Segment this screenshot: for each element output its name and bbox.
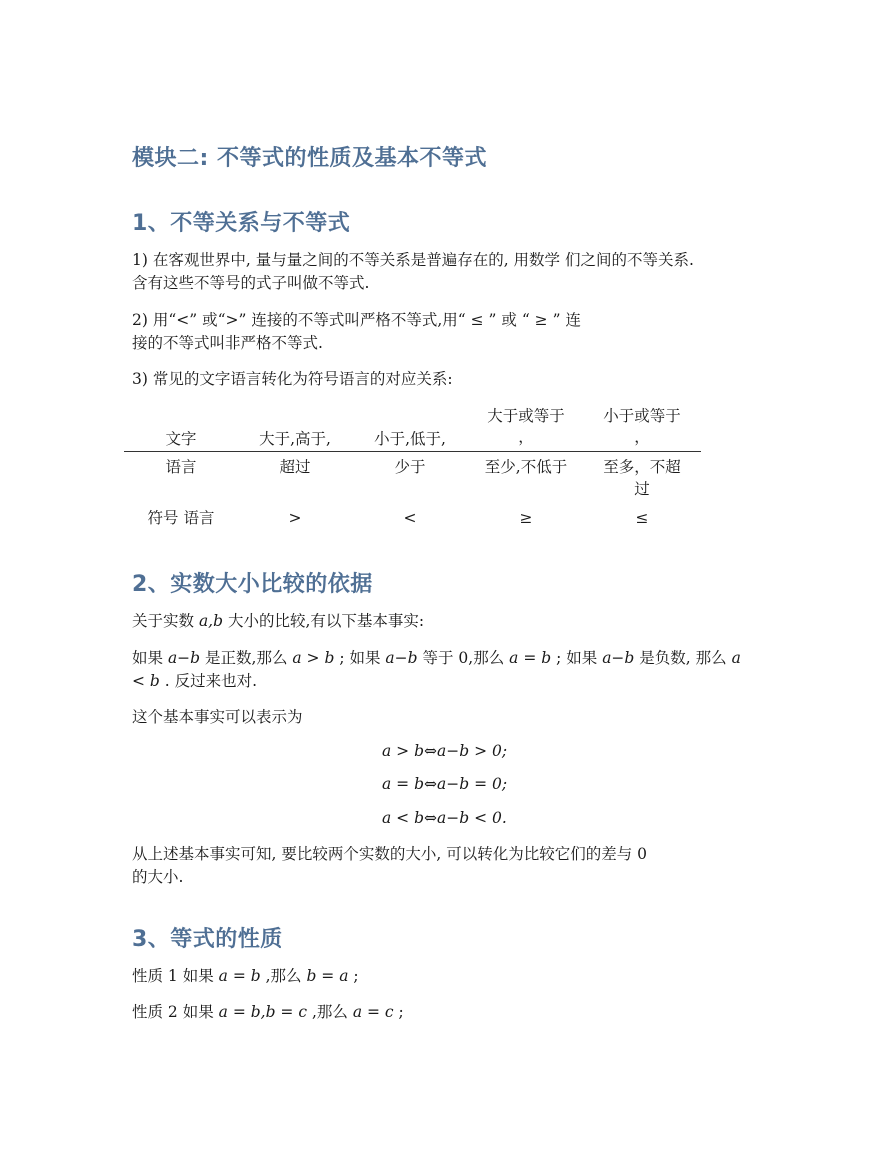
equation-2: a = b⇔a−b = 0; [382, 775, 508, 793]
math-vars: a,b [198, 612, 224, 630]
table-header-cell: 小于或等于 [603, 407, 681, 425]
s2-conclusion-line1: 从上述基本事实可知, 要比较两个实数的大小, 可以转化为比较它们的差与 0 [132, 845, 647, 863]
section-heading-1: 1、不等关系与不等式 [132, 211, 351, 236]
table-cell: ≤ [635, 509, 649, 527]
s1-p2-line1: 2) 用“<” 或“>” 连接的不等式叫严格不等式,用“ ≤ ” 或 “ ≥ ” 连 [132, 311, 581, 329]
table-cell: 少于 [394, 458, 426, 476]
s2-intro-text: 大小的比较,有以下基本事实: [223, 612, 425, 630]
text: . 反过来也对. [159, 672, 258, 690]
s2-conclusion-line2: 的大小. [132, 868, 184, 886]
table-header-cell: 文字 [165, 430, 197, 448]
math-expr: a = b [509, 649, 552, 667]
text: ; 如果 [551, 649, 603, 667]
s1-p2-line2: 接的不等式叫非严格不等式. [132, 334, 323, 352]
table-cell-sub: 过 [634, 480, 650, 498]
page-title: 模块二: 不等式的性质及基本不等式 [132, 146, 487, 171]
text: ,那么 [260, 967, 307, 985]
math-expr: a−b [385, 649, 418, 667]
table-header-cell-sub: ， [518, 428, 534, 446]
text: ,那么 [307, 1003, 353, 1021]
s2-fact-line2 [132, 670, 257, 692]
math-expr: a > b [292, 649, 335, 667]
text: 如果 [132, 649, 168, 667]
table-header-cell-sub: ， [634, 428, 650, 446]
text: ; 如果 [334, 649, 386, 667]
math-expr: a−b [602, 649, 635, 667]
section-heading-2: 2、实数大小比较的依据 [132, 572, 373, 597]
text: 等于 0,那么 [417, 649, 510, 667]
s2-intro-text: 关于实数 [132, 612, 199, 630]
table-cell: 符号 语言 [147, 509, 215, 527]
math-expr: a = b [218, 967, 261, 985]
section-heading-3: 3、等式的性质 [132, 927, 283, 952]
equation-1: a > b⇔a−b > 0; [382, 742, 508, 760]
math-expr: a−b [167, 649, 201, 667]
table-cell: 语言 [165, 458, 197, 476]
text: ; [348, 967, 359, 985]
table-header-cell: 大于或等于 [487, 407, 565, 425]
table-cell: < [403, 509, 417, 527]
s1-p1-line1: 1) 在客观世界中, 量与量之间的不等关系是普遍存在的, 用数学 们之间的不等关系. [132, 251, 694, 269]
s2-intro [132, 610, 424, 632]
math-expr: a = c [352, 1003, 394, 1021]
s2-fact-line1 [132, 647, 741, 669]
table-cell: 至多，不超 [603, 458, 681, 476]
table-header-cell: 大于,高于, [259, 430, 331, 448]
text: 性质 2 如果 [132, 1003, 219, 1021]
equation-3: a < b⇔a−b < 0. [382, 809, 507, 827]
text: 是负数, 那么 [634, 649, 732, 667]
math-expr: b = a [306, 967, 349, 985]
property-2 [132, 1001, 404, 1023]
s2-express: 这个基本事实可以表示为 [132, 708, 303, 726]
table-cell: > [288, 509, 302, 527]
math-expr: a = b,b = c [218, 1003, 308, 1021]
property-1 [132, 965, 359, 987]
math-expr: a [731, 649, 741, 667]
math-expr: < b [132, 672, 160, 690]
text: 是正数,那么 [200, 649, 293, 667]
table-cell: 至少,不低于 [484, 458, 568, 476]
table-cell: ≥ [519, 509, 533, 527]
text: ; [393, 1003, 404, 1021]
s1-p1-line2: 含有这些不等号的式子叫做不等式. [132, 274, 370, 292]
table-header-cell: 小于,低于, [374, 430, 446, 448]
table-cell: 超过 [279, 458, 311, 476]
table-header-rule [124, 451, 701, 452]
s1-p3: 3) 常见的文字语言转化为符号语言的对应关系: [132, 370, 453, 388]
text: 性质 1 如果 [132, 967, 219, 985]
